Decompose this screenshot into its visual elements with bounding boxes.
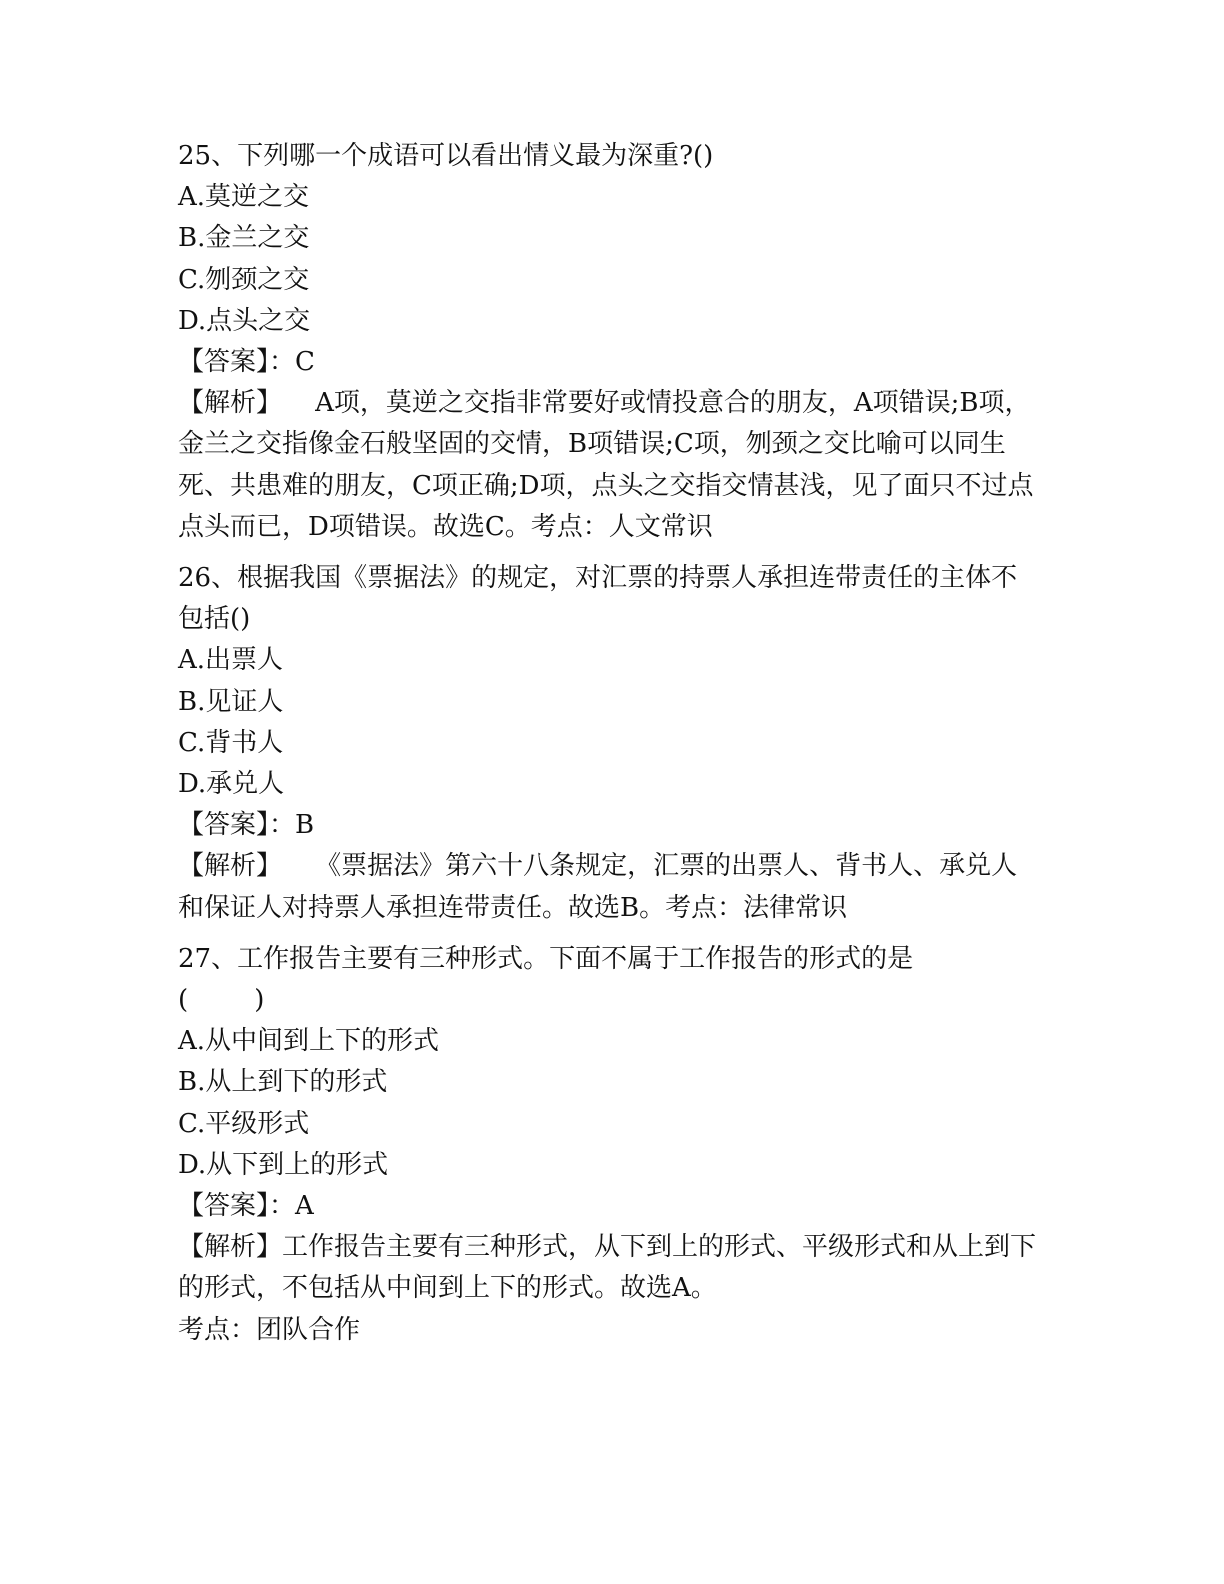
option-c: C.平级形式 [178,1108,310,1139]
answer-line [178,805,1038,846]
option-c: C.刎颈之交 [178,264,310,295]
kaodian-line: 考点：团队合作 [178,1314,361,1345]
option-b: B.从上到下的形式 [178,1067,388,1098]
option-b: B.金兰之交 [178,223,310,254]
option-a: A.莫逆之交 [178,182,310,213]
option-d: D.承兑人 [178,769,285,800]
question-stem: 25、下列哪一个成语可以看出情义最为深重?() [178,141,714,171]
question-26 [178,558,1038,929]
answer-value: C [295,347,315,378]
question-stem-blank: ( ) [178,985,265,1016]
option-d: D.从下到上的形式 [178,1149,389,1180]
answer-label: 【答案】 [178,810,270,841]
answer-separator: ： [269,347,296,378]
analysis-paragraph [178,383,1038,548]
question-list [178,136,1038,1351]
analysis-paragraph [178,1227,1038,1309]
analysis-text: 工作报告主要有三种形式，从下到上的形式、平级形式和从上到下的形式，不包括从中间到上下的形式。故选A。 [178,1232,1037,1304]
answer-value: A [295,1191,314,1222]
answer-line [178,342,1038,383]
answer-label: 【答案】 [178,1191,270,1222]
option-d: D.点头之交 [178,305,311,336]
answer-value: B [295,810,315,841]
question-stem: 26、根据我国《票据法》的规定，对汇票的持票人承担连带责任的主体不包括() [178,563,1018,635]
question-stem: 27、工作报告主要有三种形式。下面不属于工作报告的形式的是 [178,943,914,974]
analysis-label: 【解析】 [178,851,283,882]
analysis-text: 《票据法》第六十八条规定，汇票的出票人、背书人、承兑人和保证人对持票人承担连带责任。故选B。考点：法律常识 [178,851,1018,923]
option-b: B.见证人 [178,686,284,717]
question-25 [178,136,1038,548]
option-c: C.背书人 [178,727,284,758]
analysis-text: A项，莫逆之交指非常要好或情投意合的朋友，A项错误;B项，金兰之交指像金石般坚固的交情，B项错误;C项，刎颈之交比喻可以同生死、共患难的朋友，C项正确;D项，点头之交指交情甚浅，见了面只不过点点头而已，D项错误。故选C。考点：人文常识 [178,388,1034,542]
option-a: A.从中间到上下的形式 [178,1026,440,1057]
option-a: A.出票人 [178,645,284,676]
analysis-label: 【解析】 [178,388,283,419]
answer-separator: ： [269,1191,296,1222]
answer-label: 【答案】 [178,347,270,378]
analysis-label: 【解析】 [178,1232,283,1263]
analysis-paragraph [178,846,1038,928]
answer-separator: ： [269,810,296,841]
answer-line [178,1186,1038,1227]
question-27 [178,939,1038,1351]
